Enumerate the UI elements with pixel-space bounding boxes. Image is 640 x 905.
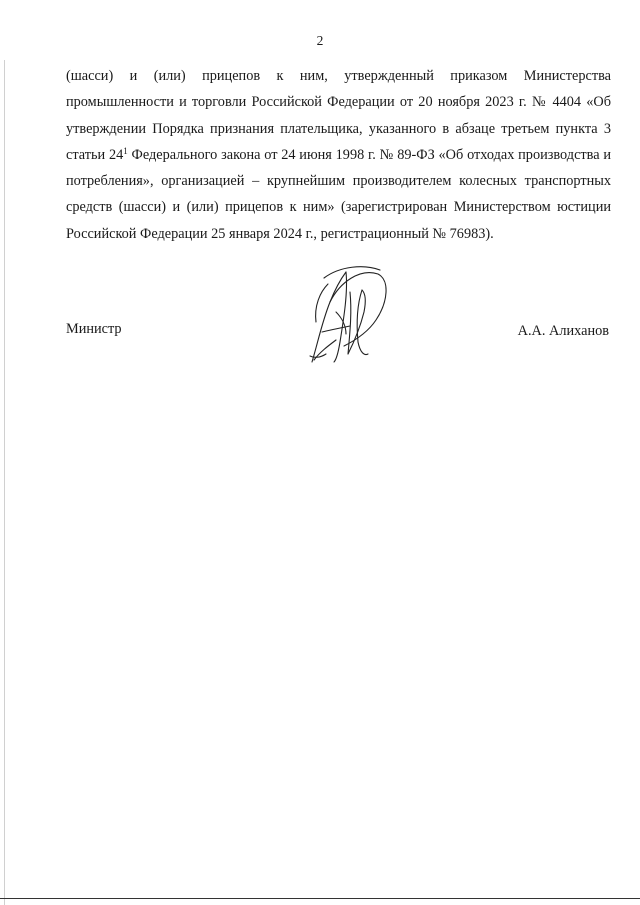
superscript-footnote: 1 [123,145,128,156]
body-paragraph [66,63,611,247]
paragraph-text-part2: Федерального закона от 24 июня 1998 г. № 89-ФЗ «Об отходах производства и потребления», организацией – крупнейшим производителем колесных транспортных средств (шасси) и (или) прицепов к ним» (зарегистрирован Министерством юстиции Российской Федерации 25 января 2024 г., регистрационный № 76983). [66,146,611,242]
page-number: 2 [316,33,324,48]
signatory-role: Министр [66,321,122,337]
paragraph-text-part1: (шасси) и (или) прицепов к ним, утвержденный приказом Министерства промышленности и торговли Российской Федерации от 20 ноября 2023 г. № 4404 «Об утверждении Порядка признания плательщика, указанного в абзаце третьем пункта 3 статьи 24 [66,68,611,163]
signatory-name: А.А. Алиханов [517,323,609,339]
scan-edge-line [4,60,5,905]
bottom-border-line [0,898,640,899]
signature-image [300,262,392,367]
